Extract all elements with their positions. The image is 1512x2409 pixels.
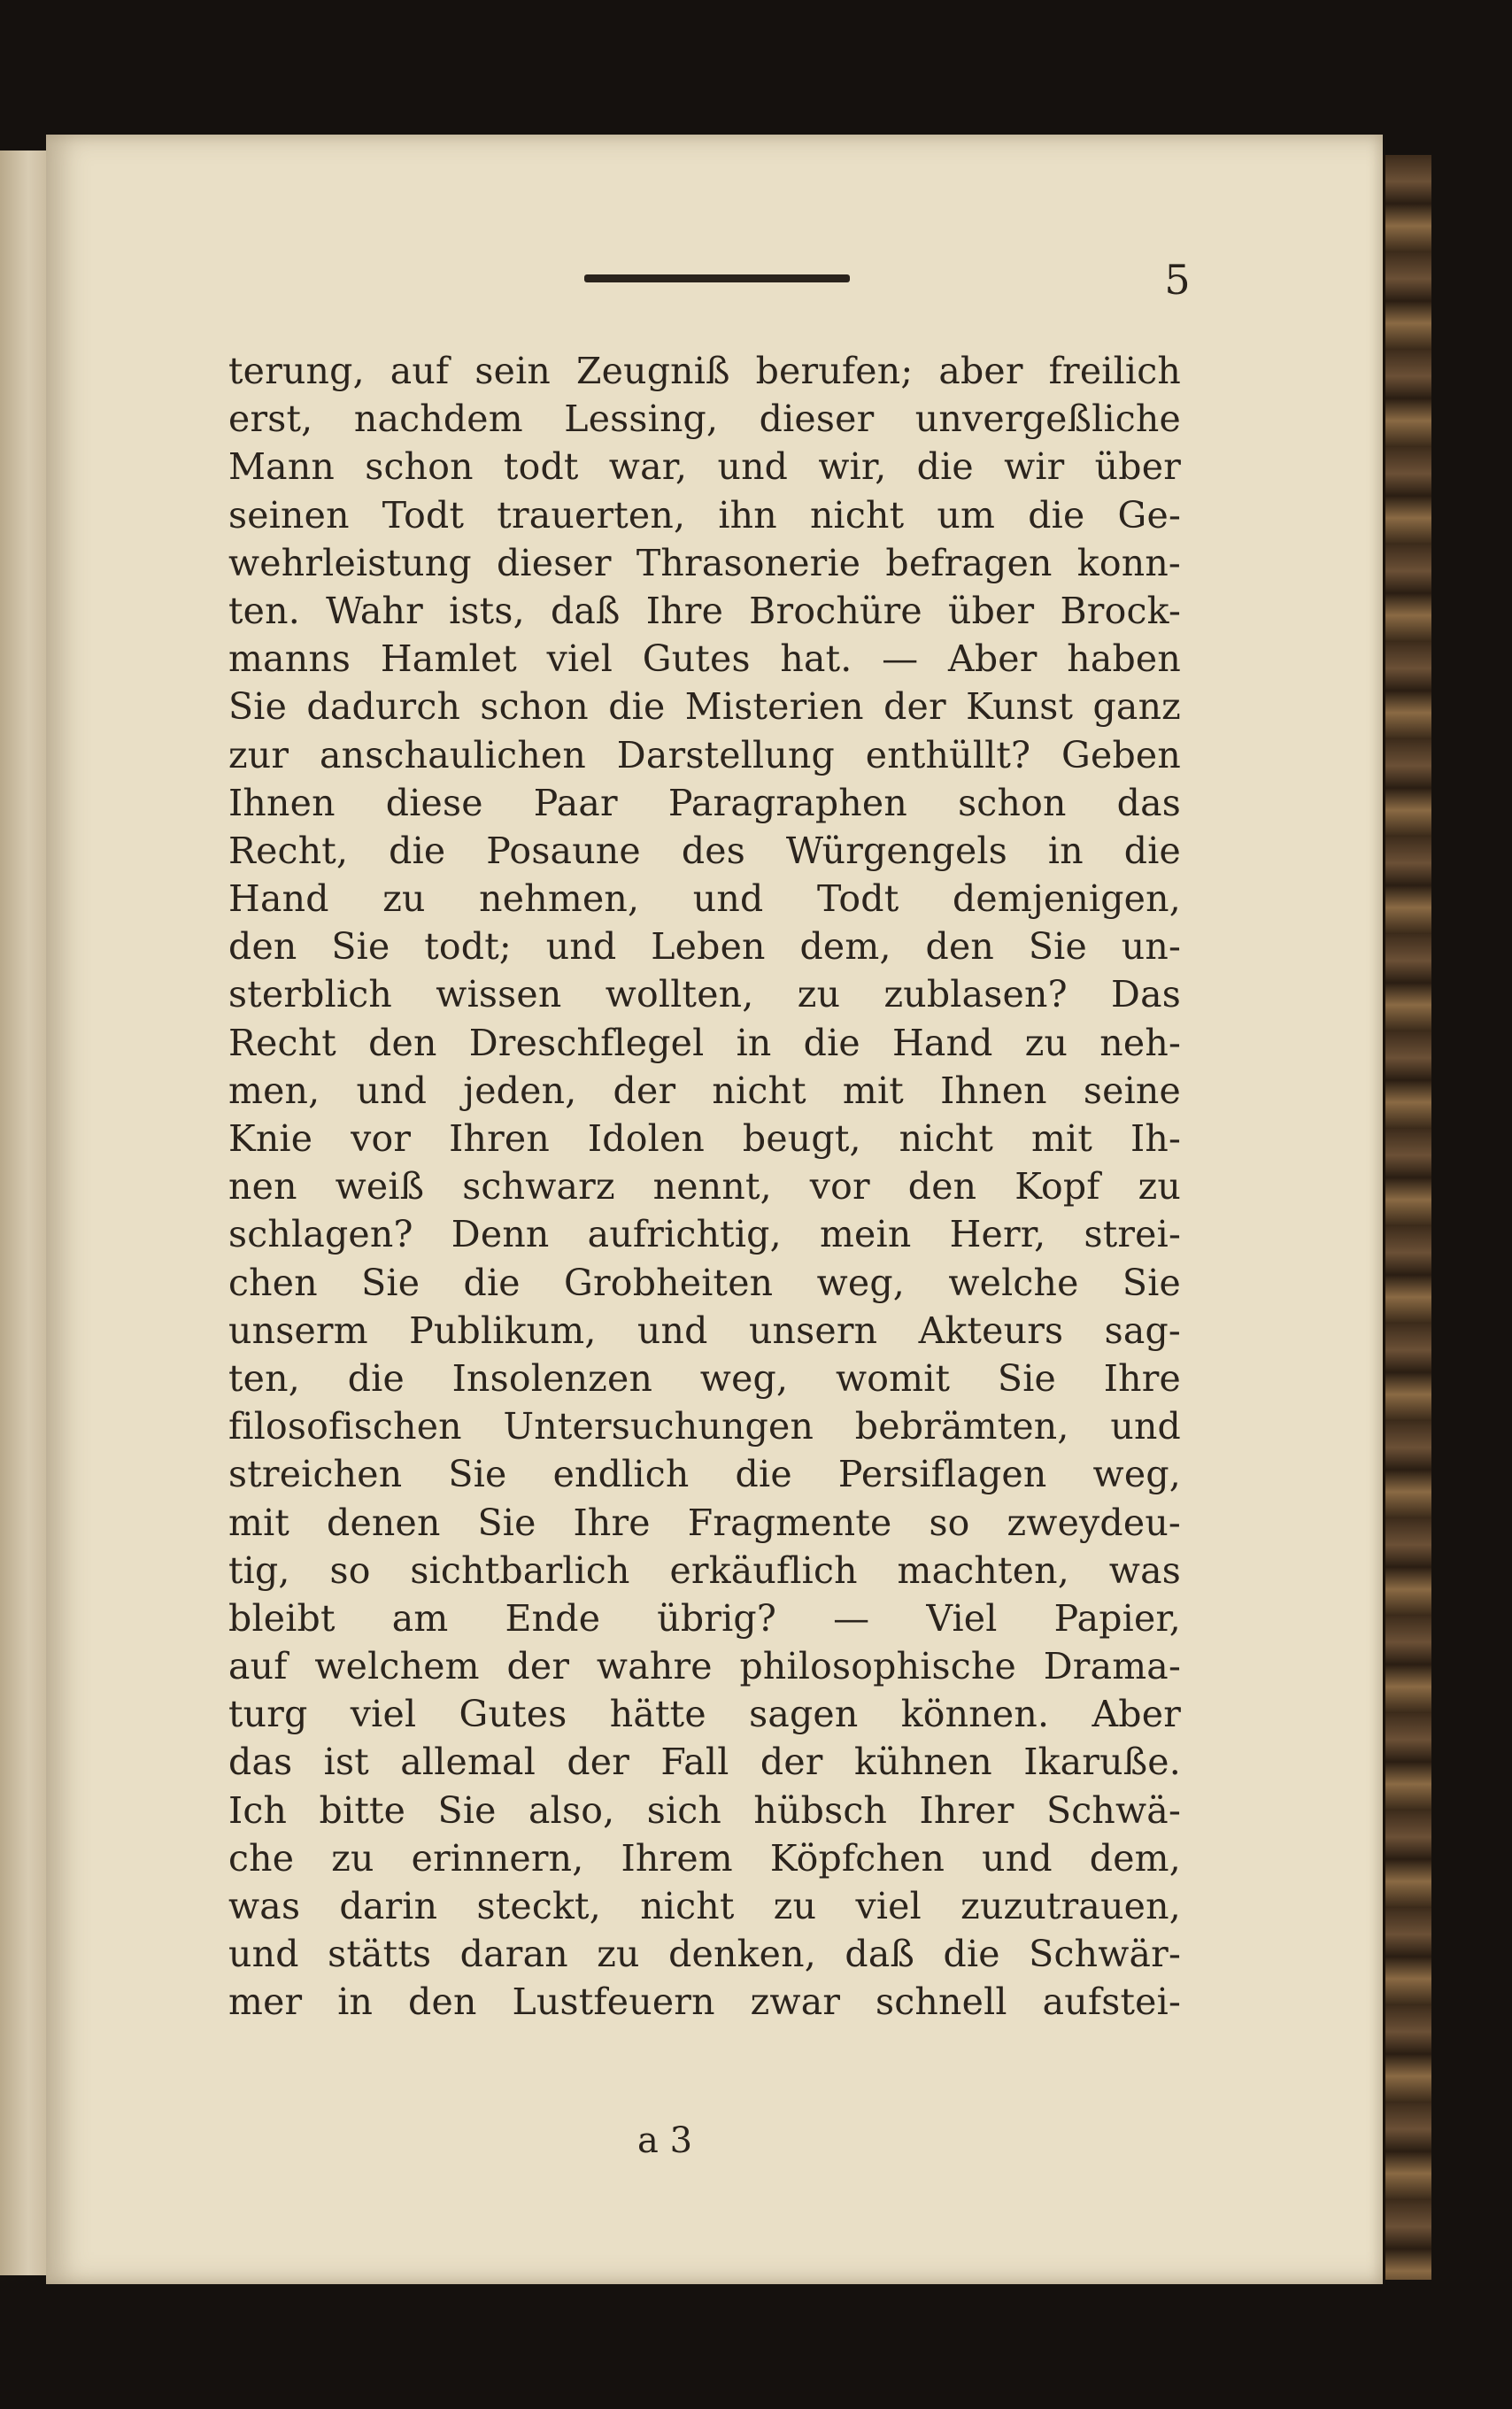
text-line: wehrleistung dieser Thrasonerie befragen konn- bbox=[228, 541, 1181, 584]
text-line: bleibt am Ende übrig? — Viel Papier, bbox=[228, 1596, 1181, 1640]
text-line: Recht, die Posaune des Würgengels in die bbox=[228, 829, 1181, 872]
text-line: was darin steckt, nicht zu viel zuzutrauen, bbox=[228, 1885, 1181, 1927]
page-number: 5 bbox=[1164, 256, 1191, 304]
text-line: Knie vor Ihren Idolen beugt, nicht mit Ih- bbox=[228, 1117, 1181, 1160]
header-rule bbox=[584, 274, 850, 282]
text-line: erst, nachdem Lessing, dieser unvergeßliche bbox=[228, 398, 1181, 441]
text-line: manns Hamlet viel Gutes hat. — Aber haben bbox=[228, 637, 1181, 681]
text-line: seinen Todt trauerten, ihn nicht um die Ge- bbox=[228, 493, 1181, 537]
text-line: Ich bitte Sie also, sich hübsch Ihrer Schwä- bbox=[228, 1788, 1181, 1832]
text-line: schlagen? Denn aufrichtig, mein Herr, strei- bbox=[228, 1213, 1181, 1256]
text-line: ten. Wahr ists, daß Ihre Brochüre über Brock- bbox=[228, 589, 1181, 632]
text-line: das ist allemal der Fall der kühnen Ikaruße. bbox=[228, 1741, 1181, 1784]
text-line: zur anschaulichen Darstellung enthüllt? Geben bbox=[228, 733, 1181, 776]
text-line: den Sie todt; und Leben dem, den Sie un- bbox=[228, 925, 1181, 969]
body-text bbox=[228, 347, 1181, 2027]
text-line: che zu erinnern, Ihrem Köpfchen und dem, bbox=[228, 1836, 1181, 1880]
text-line: men, und jeden, der nicht mit Ihnen seine bbox=[228, 1069, 1181, 1112]
text-line: Hand zu nehmen, und Todt demjenigen, bbox=[228, 877, 1181, 921]
text-line: turg viel Gutes hätte sagen können. Aber bbox=[228, 1693, 1181, 1736]
text-line: auf welchem der wahre philosophische Drama- bbox=[228, 1645, 1181, 1688]
text-line: und stätts daran zu denken, daß die Schwär- bbox=[228, 1933, 1181, 1976]
signature-mark: a 3 bbox=[637, 2120, 693, 2161]
text-line: Ihnen diese Paar Paragraphen schon das bbox=[228, 781, 1181, 824]
text-line: mit denen Sie Ihre Fragmente so zweydeu- bbox=[228, 1501, 1181, 1544]
text-line: sterblich wissen wollten, zu zublasen? Das bbox=[228, 973, 1181, 1016]
text-line: filosofischen Untersuchungen bebrämten, und bbox=[228, 1405, 1181, 1448]
left-page-edge bbox=[0, 151, 51, 2275]
text-line: tig, so sichtbarlich erkäuflich machten, was bbox=[228, 1548, 1181, 1592]
text-line: unserm Publikum, und unsern Akteurs sag- bbox=[228, 1309, 1181, 1352]
book-cover-edge bbox=[1383, 155, 1431, 2280]
text-line: ten, die Insolenzen weg, womit Sie Ihre bbox=[228, 1356, 1181, 1400]
text-line: Recht den Dreschflegel in die Hand zu neh- bbox=[228, 1021, 1181, 1064]
text-line: Mann schon todt war, und wir, die wir über bbox=[228, 445, 1181, 489]
text-line: streichen Sie endlich die Persiflagen weg, bbox=[228, 1453, 1181, 1496]
text-line: mer in den Lustfeuern zwar schnell aufstei- bbox=[228, 1980, 1181, 2024]
text-line: terung, auf sein Zeugniß berufen; aber freilich bbox=[228, 350, 1181, 392]
text-line: nen weiß schwarz nennt, vor den Kopf zu bbox=[228, 1165, 1181, 1208]
text-line: chen Sie die Grobheiten weg, welche Sie bbox=[228, 1261, 1181, 1304]
text-line: Sie dadurch schon die Misterien der Kunst ganz bbox=[228, 685, 1181, 729]
